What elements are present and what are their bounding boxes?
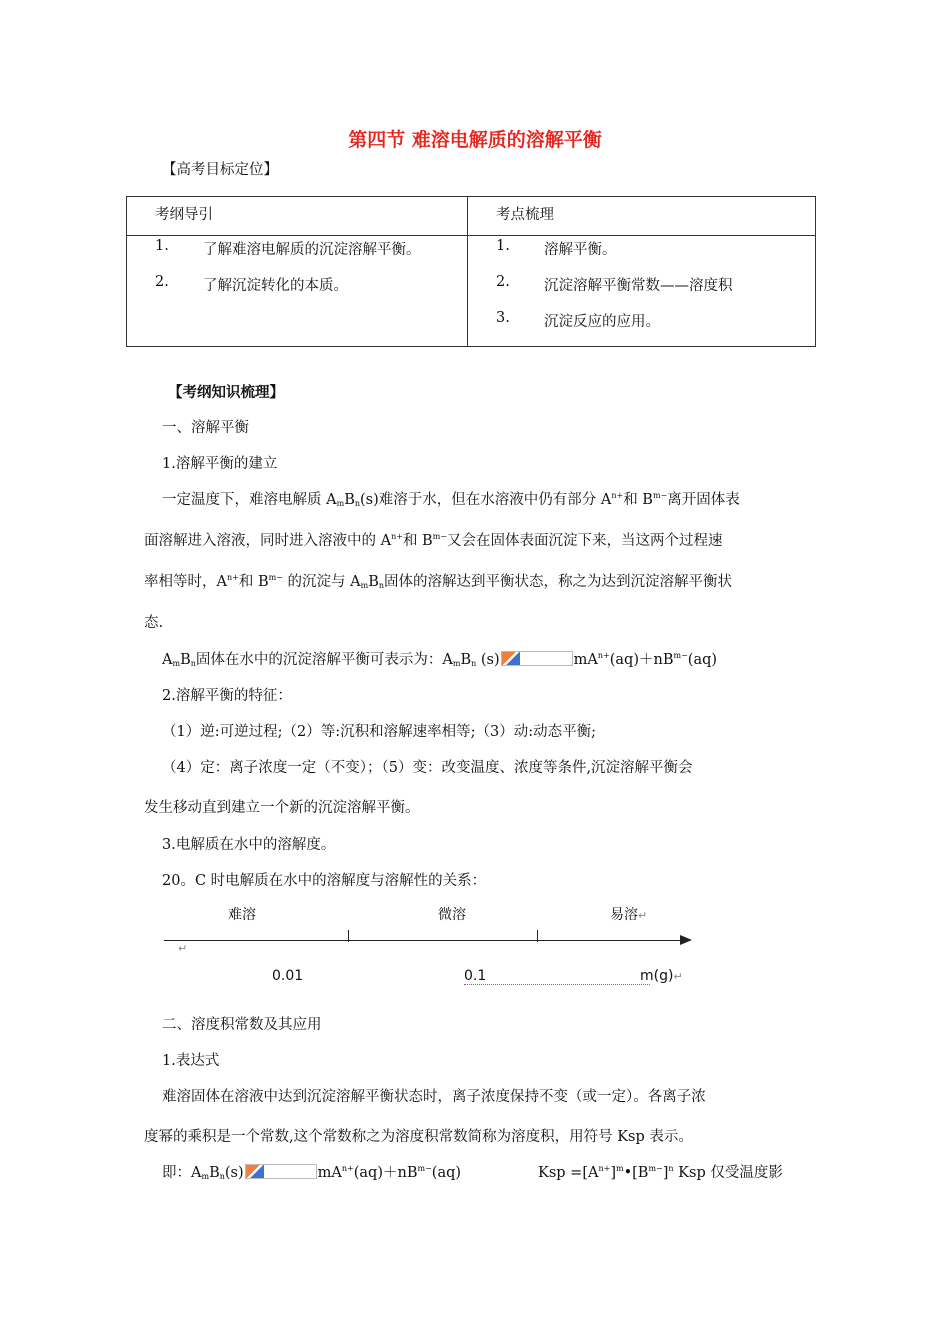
scale-axis-line [164, 940, 684, 941]
section1-sub3-line: 20。C 时电解质在水中的溶解度与溶解性的关系： [162, 873, 487, 889]
value-0-01: 0.01 [272, 968, 304, 984]
section1-sub3: 3.电解质在水中的溶解度。 [162, 837, 336, 853]
ksp-expression: Ksp $=[A^{n+}]^m•[B^{m-}]^n$ Ksp 仅受温度影 [538, 1164, 783, 1181]
return-mark: ↵ [178, 942, 188, 955]
scale-arrow-icon [680, 935, 692, 945]
section2-para-line2: 度幂的乘积是一个常数,这个常数称之为溶度积常数简称为溶度积，用符号 Ksp 表示。 [144, 1129, 693, 1145]
goal-table-header-col2: 考点梳理 [468, 197, 816, 236]
value-0-1: 0.1 [464, 968, 650, 985]
para1-line4: 态. [144, 615, 164, 631]
scale-tick [537, 930, 538, 942]
knowledge-heading: 【考纲知识梳理】 [168, 384, 284, 401]
section2-title: 二、溶度积常数及其应用 [162, 1017, 322, 1033]
goal-table-col2-items: 1. 溶解平衡。 2. 沉淀溶解平衡常数——溶度积 3. 沉淀反应的应用。 [468, 236, 816, 347]
scale-tick [348, 930, 349, 942]
goal-heading: 【高考目标定位】 [162, 162, 278, 178]
equilibrium-arrow-icon [501, 651, 573, 666]
label-hard: 难溶 [228, 907, 256, 923]
section1-sub1: 1.溶解平衡的建立 [162, 456, 278, 472]
section2-sub1: 1.表达式 [162, 1053, 220, 1069]
goal-table-header-col1: 考纲导引 [127, 197, 468, 236]
features-line3: 发生移动直到建立一个新的沉淀溶解平衡。 [144, 800, 420, 816]
section1-sub2: 2.溶解平衡的特征： [162, 688, 292, 704]
section2-para-line1: 难溶固体在溶液中达到沉淀溶解平衡状态时，离子浓度保持不变（或一定）。各离子浓 [162, 1089, 706, 1105]
features-line1: （1）逆:可逆过程;（2）等:沉积和溶解速率相等;（3）动:动态平衡; [162, 724, 596, 740]
label-easy: 易溶↵ [610, 907, 648, 923]
label-slight: 微溶 [438, 907, 466, 923]
equilibrium-equation-2: 即：$A_mB_n(s)$ $mA^{n+}(aq)+nB^{m-}(aq)$ [162, 1164, 462, 1181]
para1-line2: 面溶解进入溶液，同时进入溶液中的 $A^{n+}$和 $B^{m-}$又会在固体表面沉淀下来，当这两个过程速 [144, 532, 723, 549]
para1-line3: 率相等时，$A^{n+}$和 $B^{m-}$ 的沉淀与 $A_mB_n$固体的溶解达到平衡状态，称之为达到沉淀溶解平衡状 [144, 573, 733, 590]
page-title: 第四节 难溶电解质的溶解平衡 [348, 129, 602, 151]
goal-table [126, 196, 816, 347]
para1-line1: 一定温度下，难溶电解质 $A_mB_n(s)$难溶于水，但在水溶液中仍有部分 $A^{n+}$和 $B^{m-}$离开固体表 [162, 491, 740, 508]
section1-title: 一、溶解平衡 [162, 420, 249, 436]
goal-table-col1-items: 1. 了解难溶电解质的沉淀溶解平衡。 2. 了解沉淀转化的本质。 [127, 236, 468, 347]
unit-label: m(g)↵ [640, 968, 683, 984]
equilibrium-arrow-icon [245, 1164, 317, 1179]
solubility-scale [160, 898, 700, 998]
features-line2: （4）定：离子浓度一定（不变）；（5）变：改变温度、浓度等条件,沉淀溶解平衡会 [162, 760, 693, 776]
equilibrium-equation-1: $A_mB_n$固体在水中的沉淀溶解平衡可表示为：$A_mB_n$ (s) $mA^{n+}(aq)+nB^{m-}(aq)$ [162, 651, 718, 668]
